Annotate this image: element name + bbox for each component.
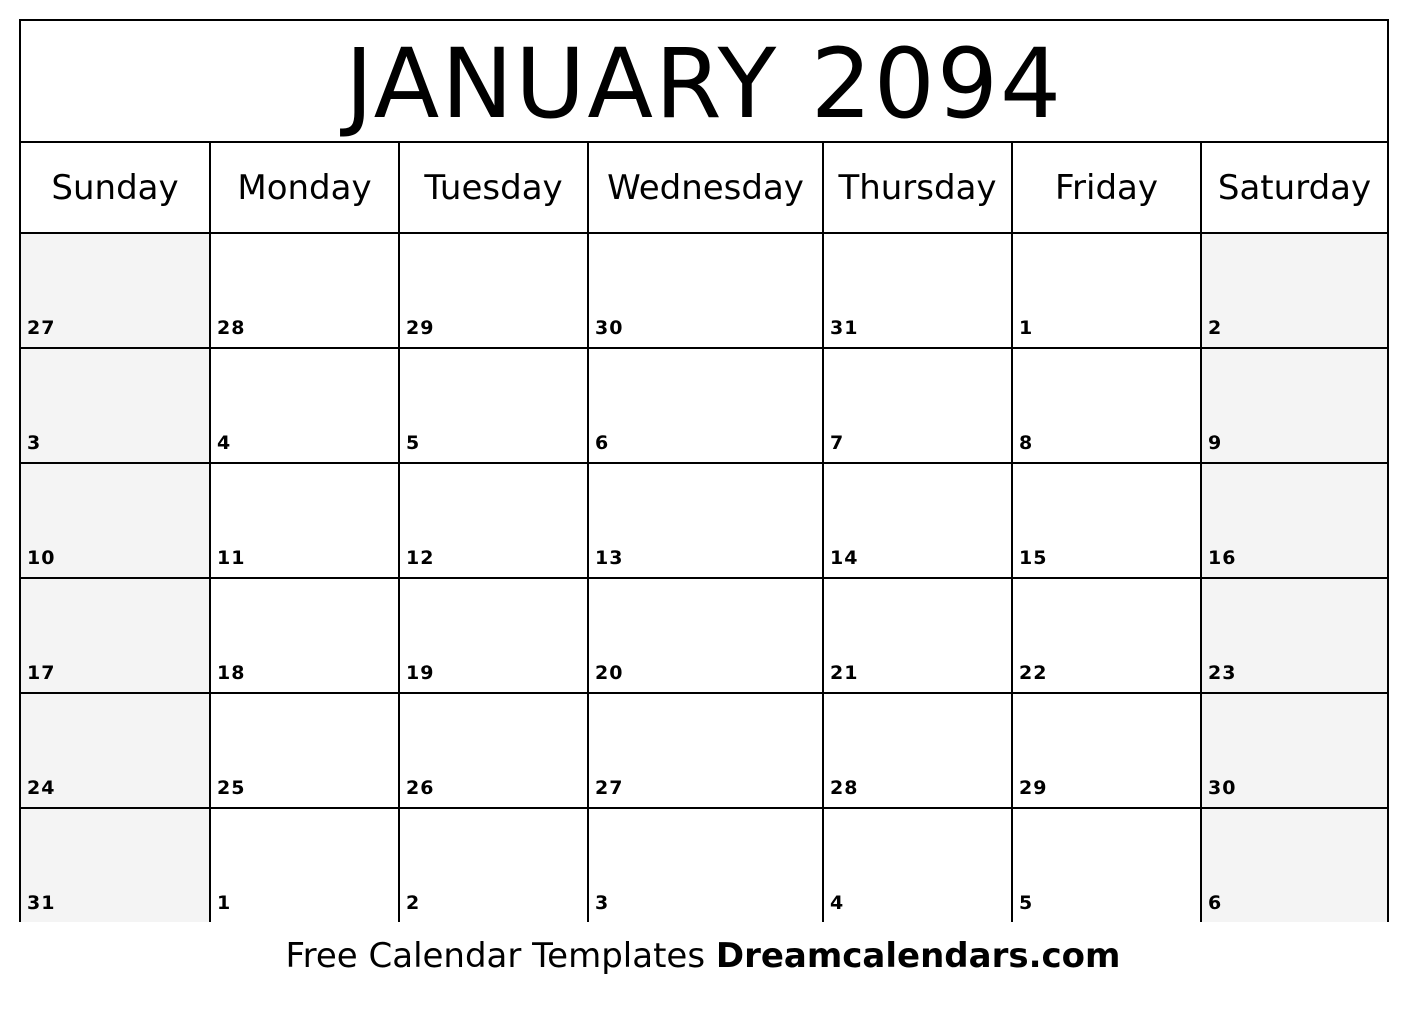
day-cell	[398, 809, 587, 922]
day-cell	[398, 234, 587, 347]
day-number: 6	[1208, 892, 1223, 914]
day-number: 27	[595, 777, 624, 799]
week-row	[21, 579, 1387, 694]
day-number: 30	[595, 317, 624, 339]
day-number: 23	[1208, 662, 1237, 684]
day-number: 7	[830, 432, 845, 454]
week-row	[21, 234, 1387, 349]
footer-text: Free Calendar Templates	[285, 936, 706, 976]
day-cell	[1011, 464, 1200, 577]
weekday-sunday: Sunday	[51, 167, 179, 208]
footer-brand-link[interactable]: Dreamcalendars.com	[715, 936, 1121, 976]
day-number: 14	[830, 547, 859, 569]
day-cell	[1200, 234, 1387, 347]
day-number: 11	[217, 547, 246, 569]
day-cell	[21, 464, 209, 577]
day-number: 26	[406, 777, 435, 799]
weekday-wednesday: Wednesday	[587, 143, 822, 232]
day-cell	[1200, 579, 1387, 692]
day-cell	[822, 694, 1011, 807]
day-cell	[1011, 809, 1200, 922]
day-cell	[21, 694, 209, 807]
day-number: 21	[830, 662, 859, 684]
day-number: 20	[595, 662, 624, 684]
week-row	[21, 809, 1387, 922]
day-number: 4	[830, 892, 845, 914]
day-number: 2	[406, 892, 421, 914]
day-cell	[1200, 809, 1387, 922]
day-cell	[822, 464, 1011, 577]
day-cell	[21, 809, 209, 922]
day-cell	[587, 809, 822, 922]
day-number: 1	[217, 892, 232, 914]
day-cell	[21, 349, 209, 462]
day-number: 24	[27, 777, 56, 799]
day-number: 31	[27, 892, 56, 914]
day-number: 31	[830, 317, 859, 339]
day-cell	[1200, 464, 1387, 577]
day-cell	[587, 694, 822, 807]
day-number: 2	[1208, 317, 1223, 339]
day-number: 5	[406, 432, 421, 454]
day-cell	[209, 349, 398, 462]
day-cell	[398, 464, 587, 577]
weekday-thursday: Thursday	[822, 143, 1011, 232]
day-number: 3	[27, 432, 42, 454]
day-cell	[587, 579, 822, 692]
day-number: 12	[406, 547, 435, 569]
day-cell	[1011, 349, 1200, 462]
day-cell	[21, 579, 209, 692]
day-number: 10	[27, 547, 56, 569]
day-number: 30	[1208, 777, 1237, 799]
day-cell	[398, 349, 587, 462]
day-cell	[822, 349, 1011, 462]
day-number: 25	[217, 777, 246, 799]
day-cell	[822, 579, 1011, 692]
day-number: 29	[406, 317, 435, 339]
day-cell	[1200, 694, 1387, 807]
day-cell	[1200, 349, 1387, 462]
weekday-monday: Monday	[209, 143, 398, 232]
day-number: 27	[27, 317, 56, 339]
day-cell	[587, 349, 822, 462]
week-row	[21, 464, 1387, 579]
day-cell	[21, 234, 209, 347]
day-number: 3	[595, 892, 610, 914]
day-cell	[398, 694, 587, 807]
day-cell	[1011, 579, 1200, 692]
calendar-grid	[19, 19, 1389, 922]
week-row	[21, 694, 1387, 809]
calendar-title: JANUARY 2094	[344, 28, 1064, 140]
day-number: 28	[217, 317, 246, 339]
day-cell	[209, 694, 398, 807]
day-number: 29	[1019, 777, 1048, 799]
day-cell	[398, 579, 587, 692]
weekday-saturday: Saturday	[1200, 143, 1387, 232]
day-number: 18	[217, 662, 246, 684]
day-number: 28	[830, 777, 859, 799]
weekday-friday: Friday	[1011, 143, 1200, 232]
week-row	[21, 349, 1387, 464]
day-cell	[209, 234, 398, 347]
day-number: 22	[1019, 662, 1048, 684]
day-number: 9	[1208, 432, 1223, 454]
day-cell	[209, 809, 398, 922]
day-number: 17	[27, 662, 56, 684]
weekday-header-row	[21, 143, 1387, 234]
day-cell	[209, 579, 398, 692]
day-number: 5	[1019, 892, 1034, 914]
day-number: 15	[1019, 547, 1048, 569]
day-cell	[1011, 234, 1200, 347]
day-cell	[822, 234, 1011, 347]
day-cell	[587, 464, 822, 577]
day-number: 8	[1019, 432, 1034, 454]
day-cell	[1011, 694, 1200, 807]
day-number: 13	[595, 547, 624, 569]
day-number: 4	[217, 432, 232, 454]
footer	[0, 936, 1406, 976]
day-number: 1	[1019, 317, 1034, 339]
day-cell	[587, 234, 822, 347]
weeks-container	[21, 234, 1387, 922]
day-number: 6	[595, 432, 610, 454]
day-number: 16	[1208, 547, 1237, 569]
title-bar	[21, 21, 1387, 143]
weekday-tuesday: Tuesday	[398, 143, 587, 232]
day-number: 19	[406, 662, 435, 684]
day-cell	[822, 809, 1011, 922]
day-cell	[209, 464, 398, 577]
